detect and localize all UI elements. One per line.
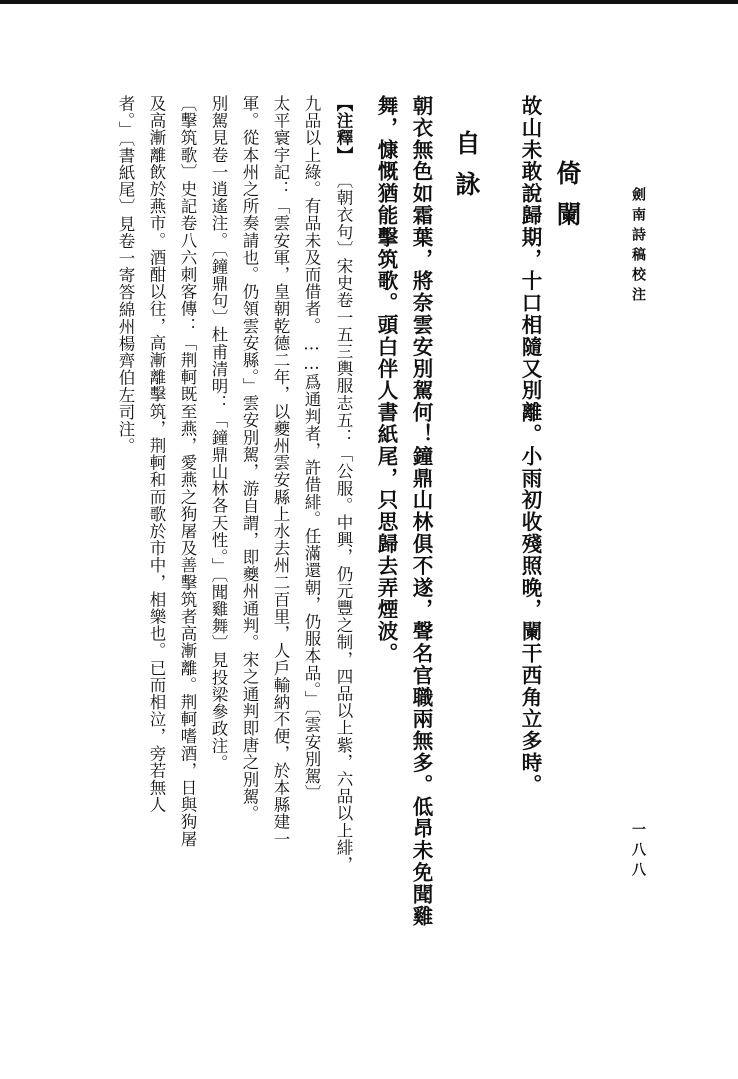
poem-line: 故山未敢說歸期，十口相隨又別離。小雨初收殘照晚，闌干西角立多時。	[518, 95, 542, 796]
note-line: 者。」〔書紙尾〕見卷一寄答綿州楊齊伯左司注。	[116, 95, 135, 455]
poem-title: 自詠	[452, 130, 481, 212]
top-border-line	[0, 0, 738, 4]
notes-label: 【注釋】	[334, 95, 353, 164]
poem-line: 舞，慷慨猶能擊筑歌。頭白伴人書紙尾，只思歸去弄煙波。	[374, 95, 398, 665]
note-line: 〔擊筑歌〕史記卷八六刺客傳：「荆軻既至燕，愛燕之狗屠及善擊筑者高漸離。荆軻嗜酒，日與狗屠	[178, 95, 197, 848]
note-line: 及高漸離飲於燕市。酒酣以往，高漸離擊筑，荆軻和而歌於市中，相樂也。已而相泣，旁若無人	[147, 95, 166, 814]
note-line: 別駕見卷一逍遙注。〔鐘鼎句〕杜甫清明：「鐘鼎山林各天性。」〔聞雞舞〕見投梁參政注。	[209, 95, 228, 772]
poem-line: 朝衣無色如霜葉，將奈雲安別駕何！鐘鼎山林俱不遂，聲名官職兩無多。低昂未免聞雞	[409, 95, 433, 928]
page-number: 一八八	[630, 822, 646, 882]
note-line: 太平寰宇記：「雲安軍，皇朝乾德二年，以夔州雲安縣上水去州二百里，人戶輸納不便，於本縣建一	[271, 95, 290, 848]
book-title-header: 劍南詩稿校注	[630, 187, 646, 307]
note-line: 〔朝衣句〕宋史卷一五三輿服志五：「公服。中興，仍元豐之制，四品以上紫，六品以上緋，	[334, 172, 353, 874]
note-line: 軍。從本州之所奏請也。仍領雲安縣。」雲安別駕，游自謂，即夔州通判。宋之通判即唐之別駕。	[240, 95, 259, 823]
poem-title: 倚闌	[553, 160, 582, 242]
note-line: 九品以上綠。有品未及而借者。……爲通判者，許借緋。任滿還朝，仍服本品。」〔雲安別駕〕	[302, 95, 321, 802]
